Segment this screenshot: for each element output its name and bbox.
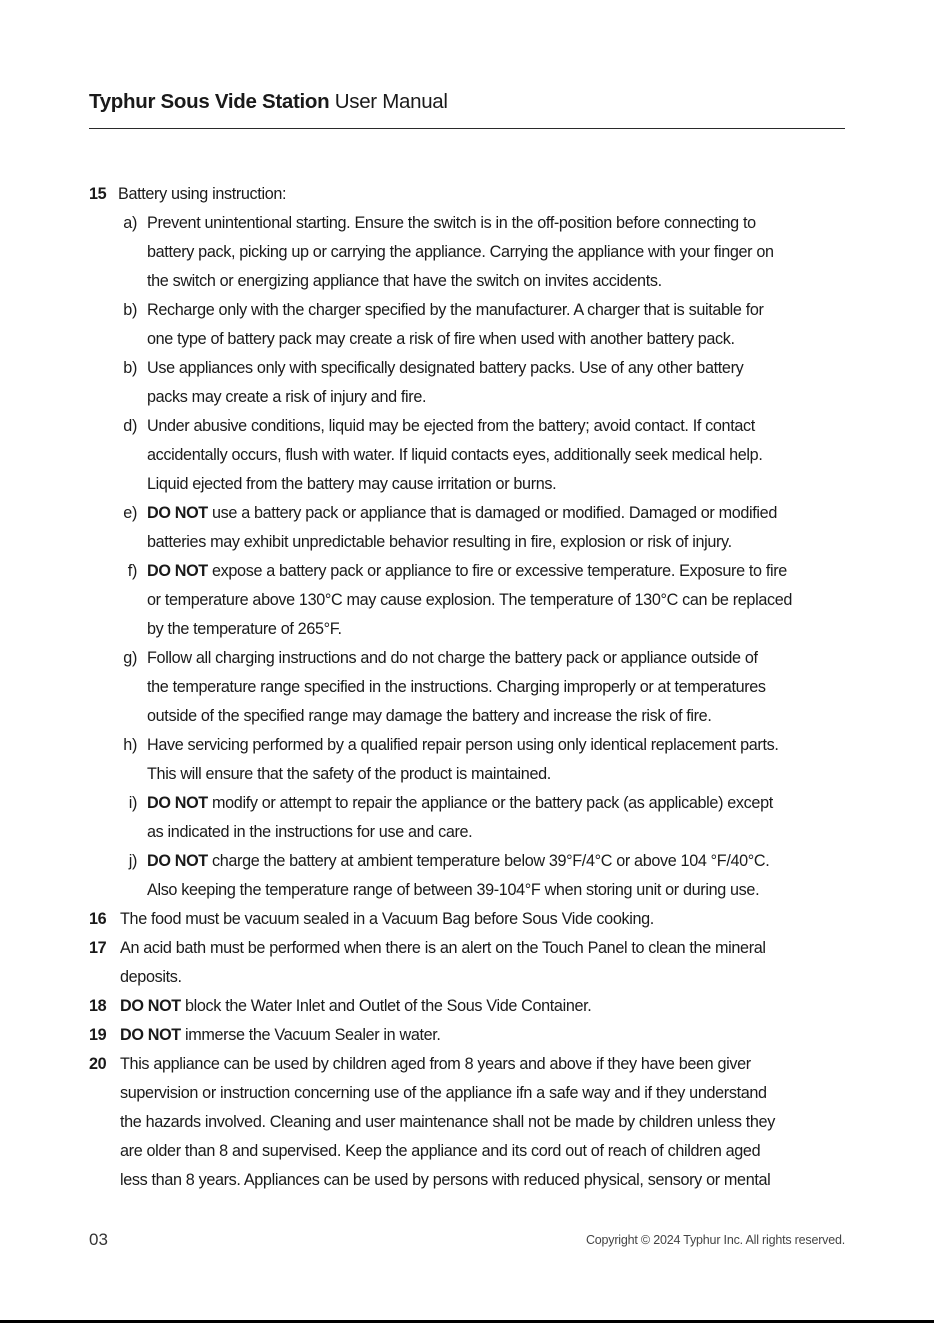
sub-item-text: packs may create a risk of injury and fire.: [147, 388, 427, 406]
item-number: 18: [89, 997, 107, 1015]
sub-item-e-line: [89, 528, 857, 557]
item-number: 15: [89, 185, 107, 203]
sub-item-a-line: [89, 267, 857, 296]
sub-item-text: Liquid ejected from the battery may cause irritation or burns.: [147, 475, 557, 493]
sub-item-d-line: [89, 441, 857, 470]
sub-item-text: by the temperature of 265°F.: [147, 620, 342, 638]
sub-item-f-line: [89, 615, 857, 644]
list-item-20-line: [89, 1079, 857, 1108]
sub-item-text-rest: use a battery pack or appliance that is damaged or modified. Damaged or modified: [207, 504, 777, 522]
sub-item-h-line: [89, 760, 857, 789]
sub-item-d-line: [89, 470, 857, 499]
sub-item-text: as indicated in the instructions for use and care.: [147, 823, 473, 841]
list-item-18: [89, 992, 857, 1021]
sub-item-text: Under abusive conditions, liquid may be ejected from the battery; avoid contact. If contact: [147, 417, 755, 435]
sub-item-letter: e): [123, 504, 137, 522]
sub-item-text: outside of the specified range may damage the battery and increase the risk of fire.: [147, 707, 712, 725]
sub-item-d: [89, 412, 857, 441]
item-text: less than 8 years. Appliances can be used by persons with reduced physical, sensory or mental: [120, 1171, 771, 1189]
sub-item-j-line: [89, 876, 857, 905]
list-item-17-line: [89, 963, 857, 992]
item-text: [120, 1021, 441, 1050]
sub-item-b2-line: [89, 383, 857, 412]
sub-item-a: [89, 209, 857, 238]
sub-item-e: [89, 499, 857, 528]
sub-item-j: [89, 847, 857, 876]
brand-name: Typhur Sous Vide Station: [89, 90, 330, 113]
sub-item-i-line: [89, 818, 857, 847]
header-divider: [89, 128, 845, 129]
item-text: An acid bath must be performed when there is an alert on the Touch Panel to clean the mineral: [120, 939, 766, 957]
item-text: supervision or instruction concerning use of the appliance ifn a safe way and if they understand: [120, 1084, 767, 1102]
sub-item-text-rest: expose a battery pack or appliance to fire or excessive temperature. Exposure to fire: [207, 562, 787, 580]
item-text-rest: immerse the Vacuum Sealer in water.: [180, 1026, 441, 1044]
sub-item-letter: i): [128, 794, 137, 812]
list-item-19: [89, 1021, 857, 1050]
item-text-rest: block the Water Inlet and Outlet of the Sous Vide Container.: [180, 997, 592, 1015]
sub-item-g-line: [89, 673, 857, 702]
sub-item-text: Recharge only with the charger specified by the manufacturer. A charger that is suitable for: [147, 301, 764, 319]
list-item-20: [89, 1050, 857, 1079]
sub-item-text: or temperature above 130°C may cause explosion. The temperature of 130°C can be replaced: [147, 591, 793, 609]
sub-item-text: Prevent unintentional starting. Ensure the switch is in the off-position before connecting to: [147, 214, 756, 232]
doc-type: User Manual: [334, 90, 448, 113]
page-title: [89, 88, 845, 116]
sub-item-text: one type of battery pack may create a risk of fire when used with another battery pack.: [147, 330, 735, 348]
sub-item-f: [89, 557, 857, 586]
sub-item-letter: h): [123, 736, 137, 754]
item-text: [120, 992, 591, 1021]
sub-item-letter: g): [123, 649, 137, 667]
sub-item-text: the switch or energizing appliance that have the switch on invites accidents.: [147, 272, 662, 290]
item-text: are older than 8 and supervised. Keep the appliance and its cord out of reach of children aged: [120, 1142, 761, 1160]
page-header: [89, 88, 845, 116]
sub-item-text: [147, 847, 769, 876]
warning-do-not: DO NOT: [147, 504, 208, 522]
sub-item-text: Use appliances only with specifically designated battery packs. Use of any other battery: [147, 359, 744, 377]
sub-item-letter: b): [123, 359, 137, 377]
sub-item-g: [89, 644, 857, 673]
sub-item-text: accidentally occurs, flush with water. If liquid contacts eyes, additionally seek medical help.: [147, 446, 763, 464]
sub-item-text: the temperature range specified in the instructions. Charging improperly or at temperatures: [147, 678, 766, 696]
sub-item-text: [147, 557, 787, 586]
list-item-17: [89, 934, 857, 963]
list-item-20-line: [89, 1166, 857, 1195]
sub-item-letter: f): [127, 562, 137, 580]
sub-item-text: [147, 499, 777, 528]
sub-item-text: Follow all charging instructions and do not charge the battery pack or appliance outside of: [147, 649, 758, 667]
safety-instructions: [89, 180, 857, 1195]
item-number: 17: [89, 939, 107, 957]
list-item-15: [89, 180, 857, 209]
sub-item-letter: d): [123, 417, 137, 435]
warning-do-not: DO NOT: [147, 852, 208, 870]
list-item-20-line: [89, 1137, 857, 1166]
sub-item-letter: a): [123, 214, 137, 232]
item-text: This appliance can be used by children aged from 8 years and above if they have been giver: [120, 1055, 751, 1073]
page-number: 03: [89, 1230, 108, 1249]
sub-item-f-line: [89, 586, 857, 615]
item-number: 16: [89, 910, 107, 928]
sub-item-text: Also keeping the temperature range of between 39-104°F when storing unit or during use.: [147, 881, 760, 899]
item-text: the hazards involved. Cleaning and user maintenance shall not be made by children unless they: [120, 1113, 775, 1131]
sub-item-text: battery pack, picking up or carrying the appliance. Carrying the appliance with your finger on: [147, 243, 774, 261]
sub-item-text: [147, 789, 773, 818]
copyright-notice: Copyright © 2024 Typhur Inc. All rights reserved.: [585, 1233, 845, 1247]
warning-do-not: DO NOT: [147, 794, 208, 812]
item-text: Battery using instruction:: [118, 185, 287, 203]
item-text: The food must be vacuum sealed in a Vacuum Bag before Sous Vide cooking.: [120, 910, 654, 928]
sub-item-i: [89, 789, 857, 818]
sub-item-text-rest: charge the battery at ambient temperature below 39°F/4°C or above 104 °F/40°C.: [207, 852, 770, 870]
sub-item-text-rest: modify or attempt to repair the appliance or the battery pack (as applicable) except: [207, 794, 773, 812]
warning-do-not: DO NOT: [147, 562, 208, 580]
sub-item-text: batteries may exhibit unpredictable behavior resulting in fire, explosion or risk of injury.: [147, 533, 732, 551]
sub-item-letter: b): [123, 301, 137, 319]
item-number: 20: [89, 1055, 107, 1073]
sub-item-letter: j): [128, 852, 137, 870]
sub-item-b-line: [89, 325, 857, 354]
warning-do-not: DO NOT: [120, 1026, 181, 1044]
item-text: deposits.: [120, 968, 182, 986]
sub-item-text: This will ensure that the safety of the product is maintained.: [147, 765, 551, 783]
sub-item-a-line: [89, 238, 857, 267]
sub-item-b2: [89, 354, 857, 383]
sub-item-text: Have servicing performed by a qualified repair person using only identical replacement parts.: [147, 736, 779, 754]
list-item-20-line: [89, 1108, 857, 1137]
item-number: 19: [89, 1026, 107, 1044]
sub-item-h: [89, 731, 857, 760]
sub-item-b: [89, 296, 857, 325]
list-item-16: [89, 905, 857, 934]
warning-do-not: DO NOT: [120, 997, 181, 1015]
sub-item-g-line: [89, 702, 857, 731]
